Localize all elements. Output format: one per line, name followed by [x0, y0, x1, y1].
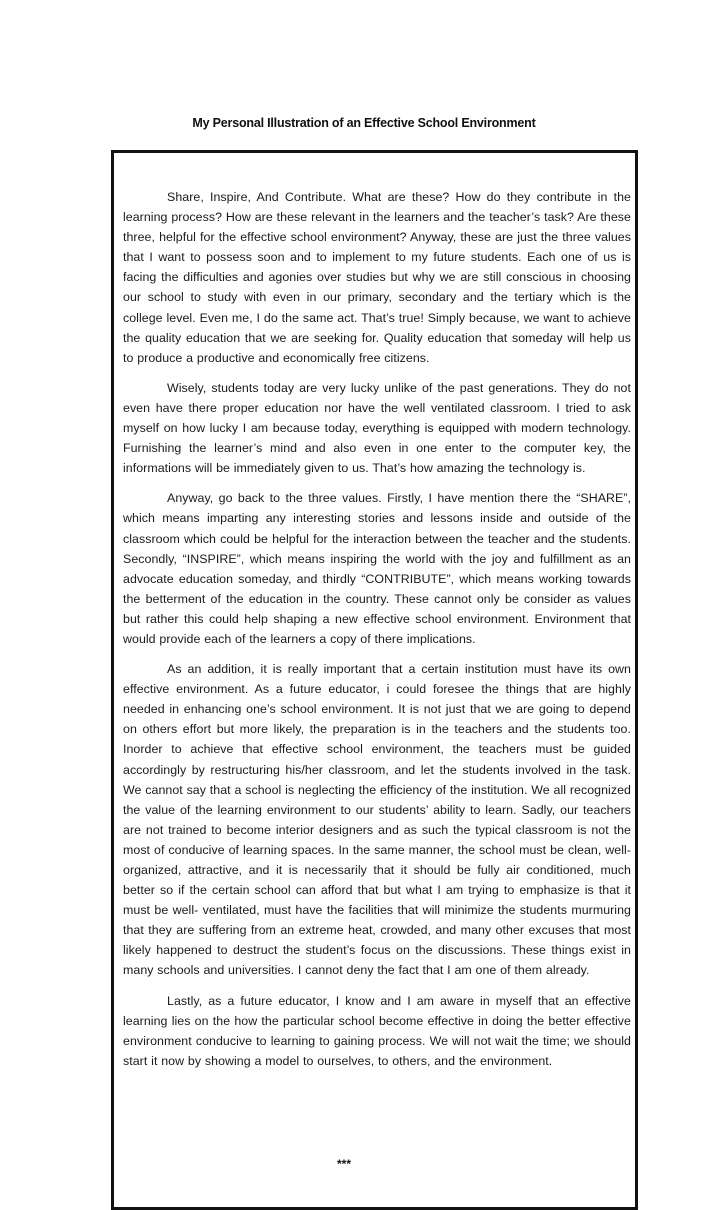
document-title: My Personal Illustration of an Effective School Environment	[192, 116, 536, 130]
paragraph-2: Wisely, students today are very lucky unlike of the past generations. They do not even have there proper education nor have the well ventilated classroom. I tried to ask myself on how lucky I am because today, everything is equipped with modern technology. Furnishing the learner’s mind and also even in one enter to the computer key, the informations will be immediately given to us. That’s how amazing the technology is.	[123, 380, 631, 476]
essay-body	[123, 187, 631, 1081]
paragraph-4: As an addition, it is really important that a certain institution must have its own effective environment. As a future educator, i could foresee the things that are highly needed in enhancing one’s school environment. It is not just that we are going to depend on others effort but more likely, the preparation is in the teachers and the students too. Inorder to achieve that effective school environment, the teachers must be guided accordingly by restructuring his/her classroom, and let the students involved in the task. We cannot say that a school is neglecting the efficiency of the institution. We all recognized the value of the learning environment to our students’ ability to learn. Sadly, our teachers are not trained to become interior designers and as such the typical classroom is not the most of conducive of learning spaces. In the same manner, the school must be clean, well- organized, attractive, and it is necessarily that it should be fully air conditioned, much better so if the certain school can afford that but what I am trying to emphasize is that it must be well- ventilated, must have the facilities that will minimize the students murmuring that they are suffering from an extreme heat, crowded, and many other excuses that most likely happened to destruct the student’s focus on the discussions. These things exist in many schools and universities. I cannot deny the fact that I am one of them already.	[123, 662, 631, 978]
paragraph-3: Anyway, go back to the three values. Firstly, I have mention there the “SHARE”, which means imparting any interesting stories and lessons inside and outside of the classroom which could be helpful for the interaction between the teacher and the students. Secondly, “INSPIRE”, which means inspiring the world with the joy and fulfillment as an advocate education someday, and thirdly “CONTRIBUTE”, which means working towards the betterment of the education in the country. These cannot only be consider as values but rather this could help shaping a new effective school environment. Environment that would provide each of the learners a copy of there implications.	[123, 491, 631, 646]
paragraph-1: Share, Inspire, And Contribute. What are these? How do they contribute in the learning process? How are these relevant in the learners and the teacher’s task? Are these three, helpful for the effective school environment? Anyway, these are just the three values that I want to possess soon and to implement to my future students. Each one of us is facing the difficulties and agonies over studies but why we are still conscious in choosing our school to study with even in our primary, secondary and the tertiary which is the college level. Even me, I do the same act. That’s true! Simply because, we want to achieve the quality education that we are seeking for. Quality education that someday will help us to produce a productive and economically free citizens.	[123, 190, 631, 365]
paragraph-5: Lastly, as a future educator, I know and I am aware in myself that an effective learning lies on the how the particular school become effective in doing the better effective environment conducive to learning to gaining process. We will not wait the time; we should start it now by showing a model to ourselves, to others, and the environment.	[123, 993, 631, 1068]
end-mark: ***	[337, 1157, 352, 1171]
